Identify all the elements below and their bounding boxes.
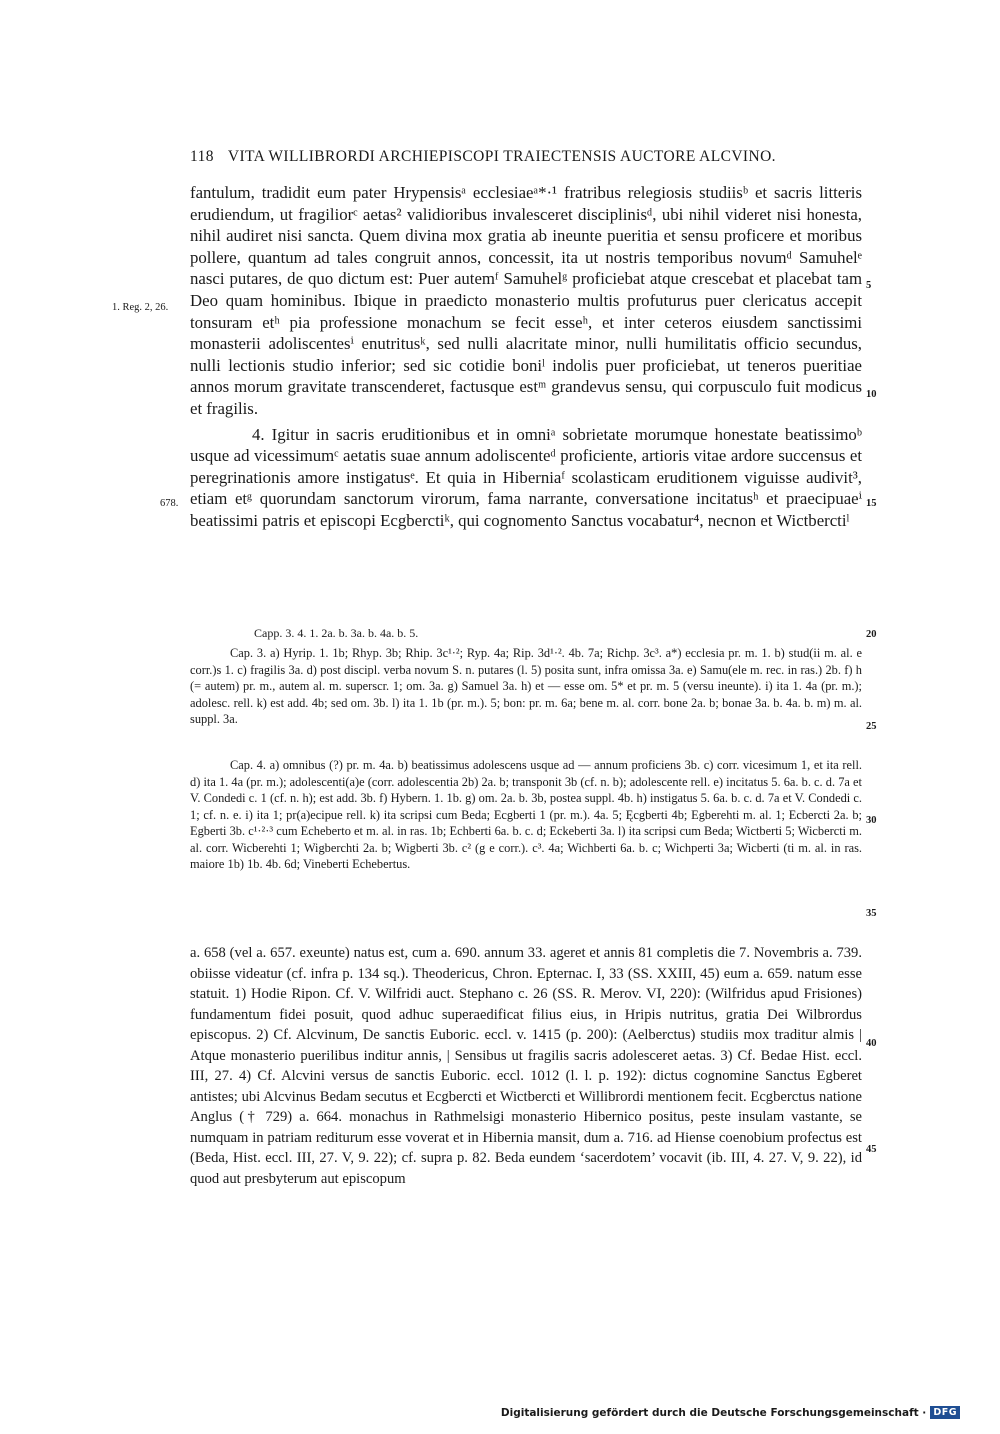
line-number: 45 [866, 1144, 877, 1155]
margin-year: 678. [160, 498, 179, 509]
main-text [190, 182, 862, 532]
line-number: 5 [866, 280, 872, 291]
apparatus-cap-3 [190, 645, 862, 728]
notes-text: a. 658 (vel a. 657. exeunte) natus est, cum a. 690. annum 33. ageret et annis 81 completis die 7. Novembris a. 739. obiisse videatur (cf. infra p. 134 sq.). Theodericus, Chron. Epternac. I, 33 (SS. XXIII, 45) eum a. 659. natum esse statuit. 1) Hodie Ripon. Cf. V. Wilfridi auct. Stephano c. 26 (SS. R. Merov. VI, 220): (Wilfridus apud Frisiones) fundamentum fidei posuit, quod adhuc superaedificat filius eius, in Hripis nutritus, gratia Dei Wilbrordus episcopus. 2) Cf. Alcvinum, De sanctis Euboric. eccl. v. 1415 (p. 200): (Aelberctus) studiis mox traditur almis | Atque monasterio puerilibus inditur annis, | Sensibus ut fragilis sacris adolesceret aetas. 3) Cf. Bedae Hist. eccl. III, 27. 4) Cf. Alcvini versus de sanctis Euboric. eccl. 1012 (l. l. p. 192): dictus cognomine Sanctus Egberet antistes; ubi Alcvinus Bedam secutus et Ecgbercti et Wictbercti et Willibrordi mentionem fecit. Ecgberctus natione Anglus († 729) a. 664. monachus in Rathmelsigi monasterio Hibernico positus, peste insulam vastante, se numquam in patriam rediturum esse voverat et in Hibernia mansit, dum a. 716. ad Hiense coenobium profectus est (Beda, Hist. eccl. III, 27. V, 9. 22); cf. supra p. 82. Beda eundem ‘sacerdotem’ vocavit (ib. III, 4. 27. V, 9. 22), id quod aut presbyterum aut episcopum [190, 945, 862, 1187]
line-number: 30 [866, 815, 877, 826]
line-number: 35 [866, 908, 877, 919]
apparatus-text: Cap. 3. a) Hyrip. 1. 1b; Rhyp. 3b; Rhip. 3c¹·²; Ryp. 4a; Rip. 3d¹·². 4b. 7a; Richp. 3c³. a*) ecclesia pr. m. 1. b) stud(ii m. al. e corr.)s 1. c) fragilis 3a. d) post discipl. verba novum S. n. putares (l. 5) posita sunt, infra omissa 3a. e) Samu(ele m. rec. in ras.) 2b. f) h (= autem) pr. m., autem al. m. superscr. 1; om. 3a. g) Samuel 3a. h) et — esse om. 5* et pr. m. 5 (versu ineunte). i) ita 1. 4a (pr. m.); adolesc. rell. k) est add. 4b; sed om. 3b. l) ita 1. 1b (pr. m.). 5; bon: pr. m. 6a; bene m. al. corr. bone 2a. b; bonae 3a. b. 4a. b. m) m. al. suppl. 3a. [190, 646, 862, 726]
digitization-credit [501, 1406, 960, 1419]
line-number: 40 [866, 1038, 877, 1049]
margin-scripture-reference: 1. Reg. 2, 26. [112, 302, 169, 313]
paragraph-chapter-4: 4. Igitur in sacris eruditionibus et in omniᵃ sobrietate morumque honestate beatissimoᵇ usque ad vicessimumᶜ aetatis suae annum adoliscenteᵈ proficiente, artioris vitae ardore succensus et peregrinationis amore instigatusᵉ. Et quia in Hiberniaᶠ scolasticam eruditionem viguisse audivit³, etiam etᵍ quorundam sanctorum virorum, fama narrante, conversatione incitatusʰ et praecipuaeⁱ beatissimi patris et episcopi Ecgberctiᵏ, qui cognomento Sanctus vocabatur⁴, necnon et Wictberctiˡ [190, 424, 862, 530]
dfg-logo: DFG [930, 1406, 960, 1419]
line-number: 25 [866, 721, 877, 732]
running-title: VITA WILLIBRORDI ARCHIEPISCOPI TRAIECTENSIS AUCTORE ALCVINO. [227, 148, 776, 165]
paragraph-chapter-3: fantulum, tradidit eum pater Hrypensisᵃ ecclesiaeᵃ*·¹ fratribus relegiosis studiisᵇ et sacris litteris erudiendum, ut fragiliorᶜ aetas² validioribus invalesceret disciplinisᵈ, ubi nihil videret nisi honesta, nihil audiret nisi sancta. Quem divina mox gratia ab ineunte pueritia et sensu proficere et moribus pollere, quantum ad tales congruit annos, concessit, ita ut nostris temporibus novumᵈ Samuhelᵉ nasci putares, de quo dictum est: Puer autemᶠ Samuhelᵍ proficiebat atque crescebat et placebat tam Deo quam hominibus. Ibique in praedicto monasterio multis profuturus puer clericatus accepit tonsuram etʰ pia professione monachum se fecit esseʰ, et inter ceteros eiusdem sanctissimi monasterii adoliscentesⁱ enutritusᵏ, sed nulli alacritate minor, nulli humilitatis officio secundus, nulli lectionis studio inferior; sed sic cotidie boniˡ indolis puer proficiebat, ut teneros pueritiae annos morum gravitate transcenderet, factusque estᵐ grandevus sensu, qui corpusculo fuit modicus et fragilis. [190, 183, 862, 418]
apparatus-heading: Capp. 3. 4. 1. 2a. b. 3a. b. 4a. b. 5. [254, 626, 419, 640]
historical-notes [190, 943, 862, 1189]
apparatus-cap-4 [190, 757, 862, 873]
line-number: 15 [866, 498, 877, 509]
credit-text: Digitalisierung gefördert durch die Deutsche Forschungsgemeinschaft · [500, 1406, 927, 1419]
running-header [190, 148, 850, 166]
page-number: 118 [190, 148, 214, 165]
line-number: 10 [866, 389, 877, 400]
line-number: 20 [866, 629, 877, 640]
apparatus-text: Cap. 4. a) omnibus (?) pr. m. 4a. b) beatissimus adolescens usque ad — annum proficiens 3b. c) corr. vicesimum 1, et ita rell. d) ita 1. 4a (pr. m.); adolescenti(a)e (corr. adolescentia 2b) 2a. b; transponit 3b (cf. n. b); adolescente rell. e) incitatus 5. 6a. b. c. d. 7a et V. Condedi c. 1 (cf. n. h); est add. 3b. f) Hybern. 1. 1b. g) om. 2a. b. 3b, postea suppl. 4b. h) instigatus 5. 6a. b. c. d. 7a et V. Condedi c. 1; cf. n. e. i) ita 1; pr(a)ecipue rell. k) ita scripsi cum Beda; Ecgberti 1 (pr. m.). 4a. 5; Ęcgberti 4b; Egberehti m. al. 1; Ecbercti 2a. b; Egberti 3b. c¹·²·³ cum Echeberto et m. al. in ras. 1b; Echberti 6a. b. c. d; Eckeberti 3a. l) ita scripsi cum Beda; Wictberti 5; Wicbercti m. al. corr. Wicberehti 1; Wigberchti 2a. b; Wigberti 3b. c² (g e corr.). c³. 4a; Wichberti 6a. b. c; Wichperti 3a; Wicberti (ti m. al. in ras. maiore 1b) 1b. 4b. 6d; Vineberti Echebertus. [190, 758, 862, 871]
